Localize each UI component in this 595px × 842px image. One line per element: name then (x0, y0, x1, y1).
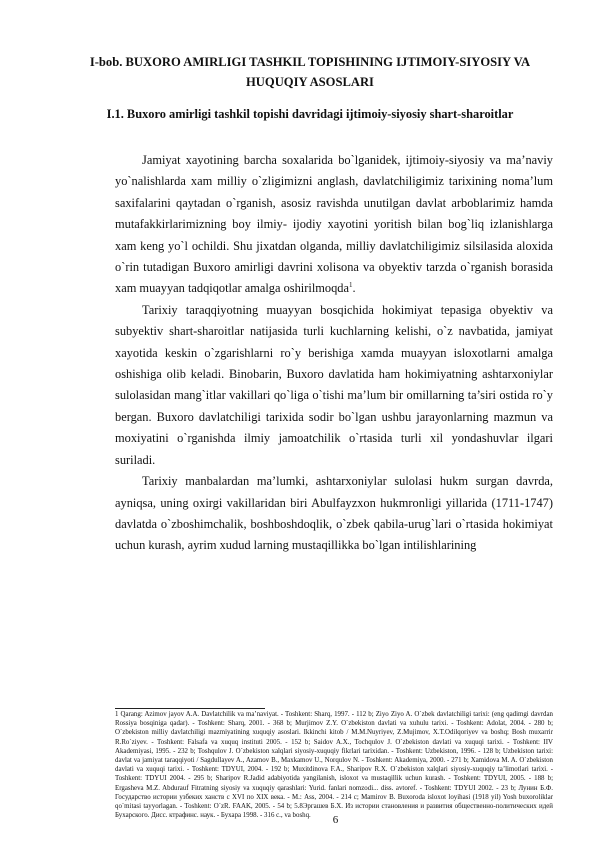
paragraph-3: Tarixiy manbalardan ma’lumki, ashtarxoniylar sulolasi hukm surgan davrda, ayniqsa, uning oxirgi vakillaridan biri Abulfayzxon hukmronligi yillarida (1711-1747) davlatda o`zboshimchalik, boshboshdoqlik, o`zbek qabila-urug`lari o`rtasida hokimiyat uchun kurash, ayrim xudud larning mustaqillikka bo`lgan intilishlarining (115, 474, 553, 553)
footnote-reference[interactable]: 1 (348, 281, 353, 290)
paragraph-1-end: . (352, 281, 356, 296)
paragraph-2: Tarixiy taraqqiyotning muayyan bosqichida hokimiyat tepasiga obyektiv va subyektiv shart-sharoitlar natijasida turli kuchlarning kelishi, o`z navbatida, jamiyat xayotida keskin o`zgarishlarni ro`y berishiga xamda muayyan isloxotlarni amalga oshishiga olib keladi. Binobarin, Buxoro davlatida ham hokimiyatning ashtarxoniylar sulolasidan mang`itlar vakillari qo`liga o`tishi ma’lum bir omillarning ta’siri ostida ro`y bergan. Buxoro davlatchiligi tarixida sodir bo`lgan ushbu jarayonlarning mazmun va moxiyatini o`rganishda ilmiy jamoatchilik o`rtasida turli xil yondashuvlar ilgari suriladi. (115, 302, 553, 467)
paragraph-1 (115, 150, 553, 300)
chapter-title: I-bob. BUXORO AMIRLIGI TASHKIL TOPISHINING IJTIMOIY-SIYOSIY VA HUQUQIY ASOSLARI (89, 55, 531, 89)
page-number: 6 (332, 814, 339, 826)
footnote-divider (115, 708, 265, 709)
body-text (115, 150, 553, 557)
section-title: I.1. Buxoro amirligi tashkil topishi davridagi ijtimoiy-siyosiy shart-sharoitlar (106, 107, 514, 121)
footnote: 1 Qarang: Azimov jayov A.A. Davlatchilik va ma’naviyat. - Toshkent: Sharq, 1997. - 112 b; Ziyo Ziyo A. O`zbek davlatchiligi tarixi: (eng qadimgi davrdan Rossiya bosqiniga qadar). - Toshkent: Sharq, 2001. - 368 b; Murjimov Z.Y. O`zbekiston davlati va xuhulu tarixi. - Toshkent: Adolat, 2004. - 280 b; O`zbekiston milliy davlatchiligi mazmiyatining xuquqiy asoslari. Ikkinchi kitob / M.M.Nuyriyev, Z.Mujimov, X.T.Odilqoriyev va boshq; Bosh muxarrir R.Ro`ziyev. - Toshkent: Falsafa va xuquq instituti 2005. - 152 b; Saidov A.X., Tochqulov J. O`zbekiston davlati va xuquqi tarixi. - Toshkent: IIV Akademiyasi, 1995. - 232 b; Toshqulov J. O`zbekiston xalqlari siyosiy-xuquqiy fikrlari tarixidan. - Toshkent: Uzbekiston, 1996. - 128 b; Uzbekiston tarixi: davlat va jamiyat taraqqiyoti / Sagdullayev A., Azamov B., Maxkamov U., Norqulov N. - Toshkent: Akademiya, 2000. - 271 b; Xamidova M. A. O`zbekiston davlati va xuquqi tarixi. - Toshkent: TDYUI, 2004. - 192 b; Muxitdinova F.A., Sharipov R.X. O`zbekiston xalqlari siyosiy-xuquqiy ta’limotlari tarixi. - Toshkent: TDYUI 2004. - 295 b; Sharipov R.Jadid adabiyotida yangilanish, isloxot va mustaqillik uchun kurash. - Toshkent: TDYUI, 2005. - 188 b; Ergasheva M.Z. Abdurauf Fitratning siyosiy va xuquqiy qarashlari: Yurid. fanlari nomzodi... diss. avtoref. - Toshkent: TDYUI 2002. - 23 b; Лунин Б.Ф. Государство истории узбеких ханств с XVI по XIX века. - М.: Ass, 2004. - 214 с; Mamirov B. Buxoroda isloxot loyihasi (1918 yil) Yosh buxoroliklar qo`mitasi tayyorlagan. - Toshkent: O`zR. FAAK, 2005. - 54 b; 5.8Эргашев Б.Х. Из истории становления и развития общественно-политических идей Бухарского. Дисс. ктрафинс. наук. - Бухара 1998. - 316 с., va boshq. (115, 711, 553, 820)
paragraph-1-text: Jamiyat xayotining barcha soxalarida bo`lganidek, ijtimoiy-siyosiy va ma’naviy yo`nalishlarda xam milliy o`zligimizni anglash, davlatchiligimiz tarixining noma’lum saxifalarini qaytadan o`rganish, asosiz ravishda unutilgan davlat arboblarimiz hamda mutafakkirlarimizning boy ilmiy- ijodiy xayotini yoritish bilan bog`liq izlanishlarga xam keng yo`l ochildi. Shu jixatdan olganda, milliy davlatchiligimiz silsilasida aloxida o`rin tutadigan Buxoro amirligi davrini xolisona va obyektiv tarzda o`rganish borasida xam muayyan tadqiqotlar amalga oshirilmoqda (115, 153, 553, 296)
page-number-container (0, 814, 595, 826)
